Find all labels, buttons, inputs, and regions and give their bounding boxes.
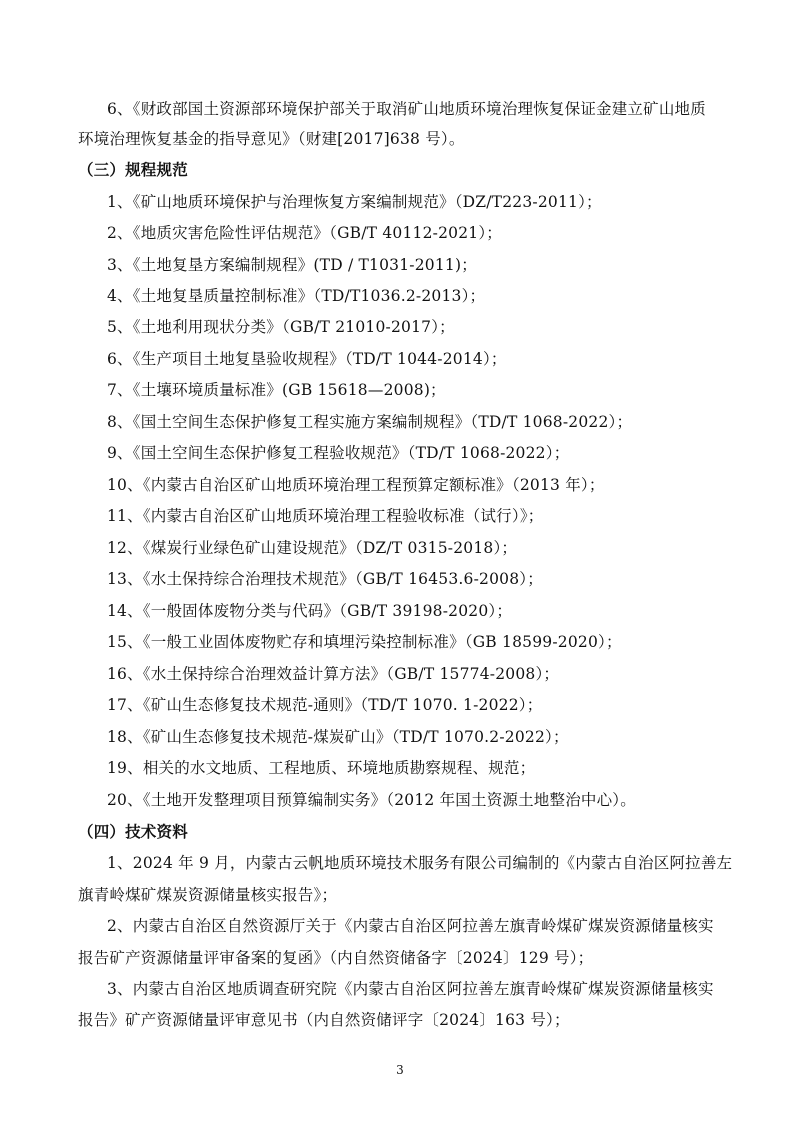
list-item: 16、《水土保持综合治理效益计算方法》（GB/T 15774-2008）； bbox=[107, 665, 560, 683]
list-item: 11、《内蒙古自治区矿山地质环境治理工程验收标准（试行）》； bbox=[107, 507, 544, 525]
list-item-continuation: 旗青岭煤矿煤炭资源储量核实报告》； bbox=[78, 886, 338, 904]
list-item: 3、内蒙古自治区地质调查研究院《内蒙古自治区阿拉善左旗青岭煤矿煤炭资源储量核实 bbox=[107, 980, 714, 998]
list-item: 12、《煤炭行业绿色矿山建设规范》（DZ/T 0315-2018）； bbox=[107, 539, 518, 557]
list-item: 2、内蒙古自治区自然资源厅关于《内蒙古自治区阿拉善左旗青岭煤矿煤炭资源储量核实 bbox=[107, 917, 714, 935]
list-item: 1、《矿山地质环境保护与治理恢复方案编制规范》（DZ/T223-2011）； bbox=[107, 193, 602, 211]
list-item-continuation: 环境治理恢复基金的指导意见》（财建[2017]638 号）。 bbox=[78, 130, 465, 148]
list-item: 18、《矿山生态修复技术规范-煤炭矿山》（TD/T 1070.2-2022）； bbox=[107, 728, 569, 746]
list-item: 14、《一般固体废物分类与代码》（GB/T 39198-2020）； bbox=[107, 602, 513, 620]
section-heading: （三）规程规范 bbox=[78, 160, 188, 179]
page-number: 3 bbox=[396, 1063, 404, 1077]
list-item: 9、《国土空间生态保护修复工程验收规范》（TD/T 1068-2022）； bbox=[107, 444, 570, 462]
list-item: 6、《财政部国土资源部环境保护部关于取消矿山地质环境治理恢复保证金建立矿山地质 bbox=[107, 100, 706, 118]
list-item: 7、《土壤环境质量标准》(GB 15618—2008)； bbox=[107, 381, 446, 399]
list-item: 8、《国土空间生态保护修复工程实施方案编制规程》（TD/T 1068-2022）； bbox=[107, 413, 633, 431]
list-item: 5、《土地利用现状分类》（GB/T 21010-2017）； bbox=[107, 318, 455, 336]
list-item: 4、《土地复垦质量控制标准》（TD/T1036.2-2013）； bbox=[107, 287, 486, 305]
list-item: 20、《土地开发整理项目预算编制实务》（2012 年国土资源土地整治中心）。 bbox=[107, 791, 636, 809]
list-item-continuation: 报告》矿产资源储量评审意见书（内自然资储评字〔2024〕163 号）； bbox=[78, 1011, 570, 1029]
list-item: 10、《内蒙古自治区矿山地质环境治理工程预算定额标准》（2013 年）； bbox=[107, 476, 605, 494]
list-item: 17、《矿山生态修复技术规范-通则》（TD/T 1070. 1-2022）； bbox=[107, 696, 543, 714]
list-item: 19、相关的水文地质、工程地质、环境地质勘察规程、规范； bbox=[107, 759, 536, 777]
list-item: 2、《地质灾害危险性评估规范》（GB/T 40112-2021）； bbox=[107, 224, 502, 242]
list-item-continuation: 报告矿产资源储量评审备案的复函》（内自然资储备字〔2024〕129 号）； bbox=[78, 949, 594, 967]
section-heading: （四）技术资料 bbox=[78, 822, 188, 841]
list-item: 3、《土地复垦方案编制规程》(TD / T1031-2011)； bbox=[107, 256, 477, 274]
list-item: 1、2024 年 9 月，内蒙古云帆地质环境技术服务有限公司编制的《内蒙古自治区阿拉善左 bbox=[107, 854, 733, 872]
list-item: 13、《水土保持综合治理技术规范》（GB/T 16453.6-2008）； bbox=[107, 570, 543, 588]
list-item: 6、《生产项目土地复垦验收规程》（TD/T 1044-2014）； bbox=[107, 350, 507, 368]
list-item: 15、《一般工业固体废物贮存和填埋污染控制标准》（GB 18599-2020）； bbox=[107, 633, 622, 651]
